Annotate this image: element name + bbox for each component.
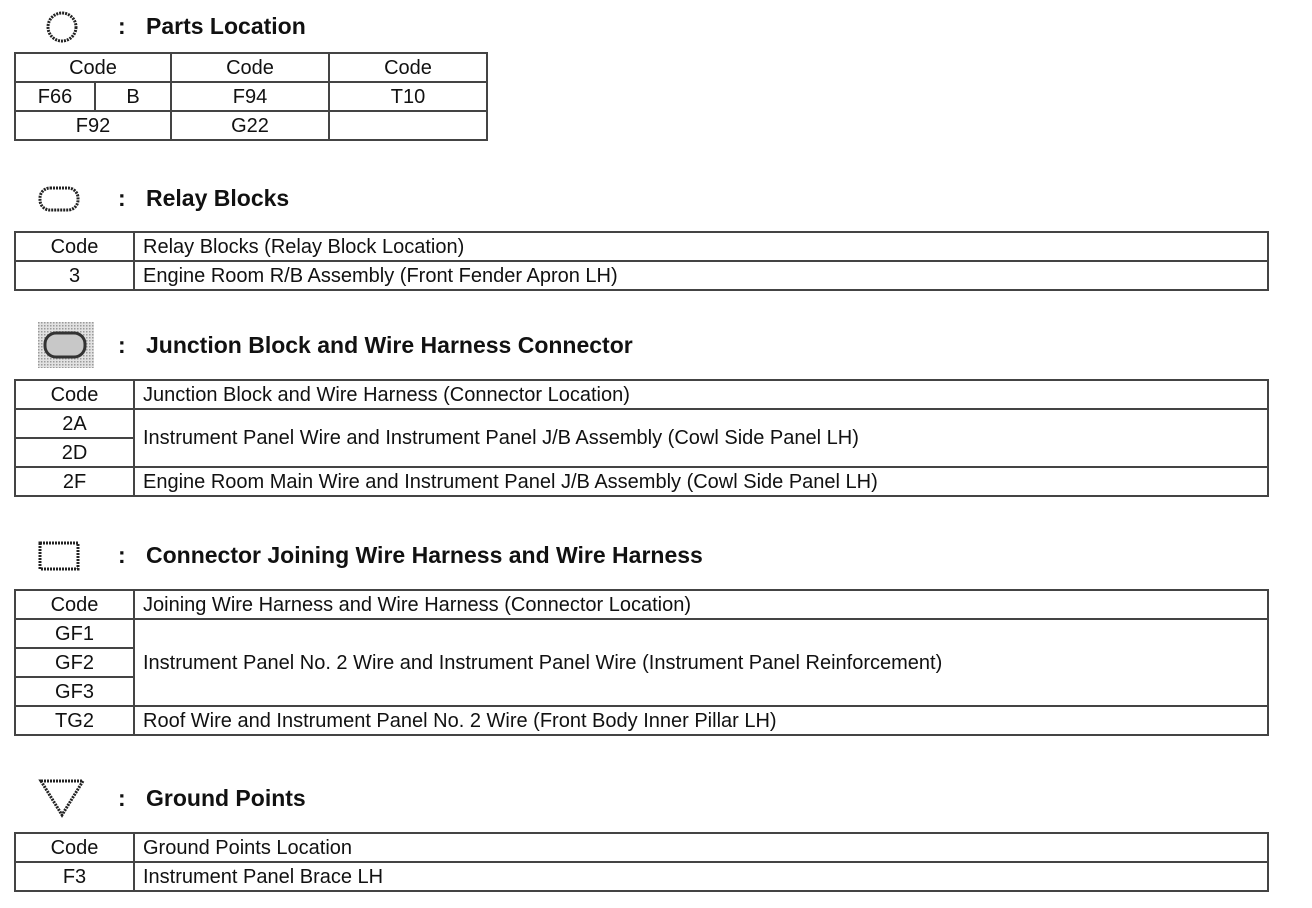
table-row [15, 862, 1268, 891]
table-row [15, 111, 487, 140]
table-header-row [15, 380, 1268, 409]
description-cell: Engine Room R/B Assembly (Front Fender Apron LH) [134, 261, 1268, 290]
table-row [15, 261, 1268, 290]
junction-block-header [0, 327, 1312, 367]
header-cell: Junction Block and Wire Harness (Connector Location) [134, 380, 1268, 409]
table-header-row [15, 53, 487, 82]
code-cell: 2D [15, 438, 134, 467]
code-cell: F94 [171, 82, 329, 111]
connector-joining-header [0, 537, 1312, 577]
header-cell: Code [329, 53, 487, 82]
table-row [15, 409, 1268, 438]
section-colon: : [118, 542, 126, 568]
header-cell: Code [15, 53, 171, 82]
ground-points-header [0, 778, 1312, 818]
relay-blocks-table [14, 231, 1269, 291]
code-cell: 2F [15, 467, 134, 496]
section-colon: : [118, 185, 126, 211]
code-cell: F3 [15, 862, 134, 891]
code-cell [329, 111, 487, 140]
table-header-row [15, 590, 1268, 619]
header-cell: Joining Wire Harness and Wire Harness (Connector Location) [134, 590, 1268, 619]
table-header-row [15, 232, 1268, 261]
section-colon: : [118, 785, 126, 811]
section-colon: : [118, 332, 126, 358]
code-cell: TG2 [15, 706, 134, 735]
header-cell: Ground Points Location [134, 833, 1268, 862]
code-cell: GF1 [15, 619, 134, 648]
section-title: Ground Points [146, 785, 306, 811]
code-cell: 2A [15, 409, 134, 438]
code-cell: F92 [15, 111, 171, 140]
table-row [15, 619, 1268, 648]
relay-blocks-header [0, 180, 1312, 220]
description-cell: Roof Wire and Instrument Panel No. 2 Wire (Front Body Inner Pillar LH) [134, 706, 1268, 735]
parts-location-header [0, 8, 1312, 48]
section-title: Junction Block and Wire Harness Connector [146, 332, 633, 358]
table-header-row [15, 833, 1268, 862]
section-title: Parts Location [146, 13, 306, 39]
table-row [15, 82, 487, 111]
description-cell: Engine Room Main Wire and Instrument Panel J/B Assembly (Cowl Side Panel LH) [134, 467, 1268, 496]
table-row [15, 467, 1268, 496]
ground-points-table [14, 832, 1269, 892]
code-cell: F66 [15, 82, 95, 111]
header-cell: Code [15, 232, 134, 261]
header-cell: Code [15, 833, 134, 862]
header-cell: Code [15, 590, 134, 619]
header-cell: Code [15, 380, 134, 409]
rectangle-icon [38, 541, 82, 573]
header-cell: Code [171, 53, 329, 82]
description-cell: Instrument Panel Brace LH [134, 862, 1268, 891]
code-cell: B [95, 82, 171, 111]
section-title: Connector Joining Wire Harness and Wire Harness [146, 542, 703, 568]
circle-icon [44, 10, 80, 44]
section-colon: : [118, 13, 126, 39]
table-row [15, 706, 1268, 735]
parts-location-table [14, 52, 488, 141]
rounded-rect-icon [38, 186, 82, 214]
header-cell: Relay Blocks (Relay Block Location) [134, 232, 1268, 261]
down-triangle-icon [38, 778, 86, 818]
code-cell: T10 [329, 82, 487, 111]
code-cell: 3 [15, 261, 134, 290]
code-cell: GF2 [15, 648, 134, 677]
junction-block-table [14, 379, 1269, 497]
description-cell: Instrument Panel No. 2 Wire and Instrument Panel Wire (Instrument Panel Reinforcement) [134, 619, 1268, 706]
description-cell: Instrument Panel Wire and Instrument Panel J/B Assembly (Cowl Side Panel LH) [134, 409, 1268, 467]
code-cell: GF3 [15, 677, 134, 706]
code-cell: G22 [171, 111, 329, 140]
section-title: Relay Blocks [146, 185, 290, 211]
connector-joining-table [14, 589, 1269, 736]
shaded-rounded-rect-icon [38, 322, 96, 368]
